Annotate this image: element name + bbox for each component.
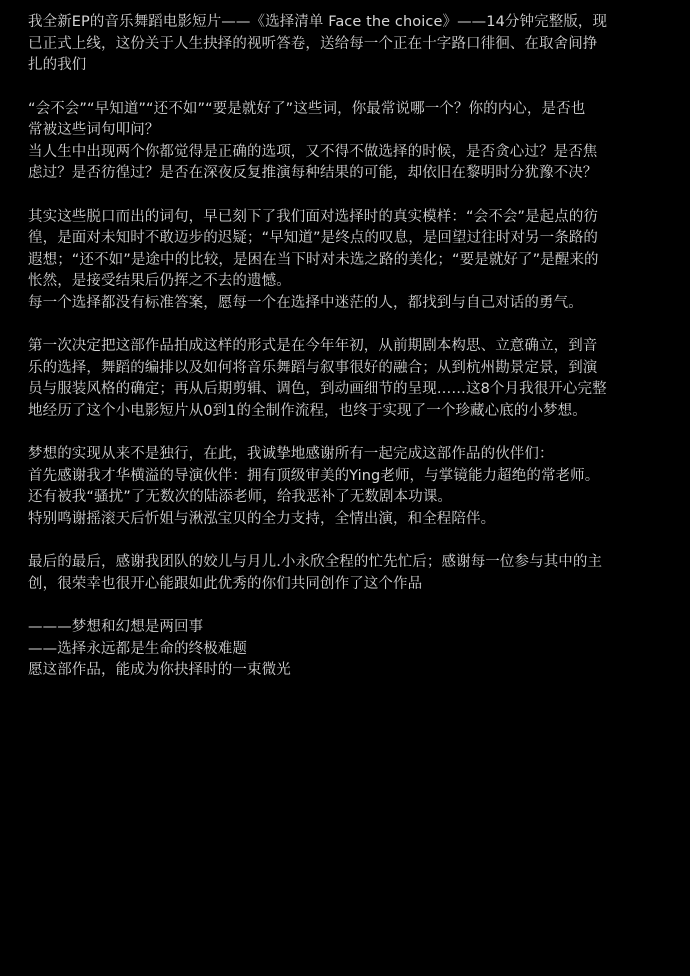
text-line: 员与服装风格的确定；再从后期剪辑、调色，到动画细节的呈现……这8个月我很开心完整	[28, 381, 607, 397]
text-line: 其实这些脱口而出的词句，早已刻下了我们面对选择时的真实模样：“会不会”是起点的彷	[28, 208, 599, 225]
paragraph-reflection	[28, 207, 664, 315]
paragraph-team	[28, 552, 664, 595]
paragraph-spacer	[28, 77, 664, 99]
text-line: 地经历了这个小电影短片从0到1的全制作流程，也终于实现了一个珍藏心底的小梦想。	[28, 402, 587, 419]
paragraph-thanks	[28, 444, 664, 530]
paragraph-closing	[28, 617, 664, 682]
paragraph-spacer	[28, 422, 664, 444]
paragraph-intro	[28, 12, 664, 77]
text-line: 首先感谢我才华横溢的导演伙伴：拥有顶级审美的Ying老师，与掌镜能力超绝的常老师。	[28, 467, 600, 484]
text-line: 徨，是面对未知时不敢迈步的迟疑；“早知道”是终点的叹息，是回望过往时对另一条路的	[28, 230, 599, 246]
text-line: 怅然，是接受结果后仍挥之不去的遗憾。	[28, 273, 291, 289]
text-line: 虑过？是否彷徨过？是否在深夜反复推演每种结果的可能，却依旧在黎明时分犹豫不决？	[28, 165, 598, 181]
text-line: 最后的最后，感谢我团队的姣儿与月儿.小永欣全程的忙先忙后；感谢每一位参与其中的主	[28, 554, 603, 570]
paragraph-spacer	[28, 314, 664, 336]
paragraph-spacer	[28, 185, 664, 207]
text-line: 已正式上线，这份关于人生抉择的视听答卷，送给每一个正在十字路口徘徊、在取舍间挣	[28, 35, 598, 52]
text-line: 遐想；“还不如”是途中的比较，是困在当下时对未选之路的美化；“要是就好了”是醒来的	[28, 251, 599, 268]
paragraph-production	[28, 336, 664, 422]
paragraph-questions	[28, 99, 664, 185]
text-line: 乐的选择，舞蹈的编排以及如何将音乐舞蹈与叙事很好的融合；从到杭州勘景定景，到演	[28, 359, 598, 376]
paragraph-spacer	[28, 595, 664, 617]
text-line: 每一个选择都没有标准答案，愿每一个在选择中迷茫的人，都找到与自己对话的勇气。	[28, 294, 583, 311]
text-line: 我全新EP的音乐舞蹈电影短片——《选择清单 Face the choice》——14分钟完整版，现	[28, 14, 608, 30]
paragraph-spacer	[28, 530, 664, 552]
text-line: 特别鸣谢摇滚天后忻姐与湫泓宝贝的全力支持，全情出演，和全程陪伴。	[28, 510, 496, 527]
text-line: 扎的我们	[28, 57, 87, 73]
text-line: ———梦想和幻想是两回事	[28, 619, 204, 635]
text-line: 第一次决定把这部作品拍成这样的形式是在今年年初，从前期剧本构思、立意确立，到音	[28, 338, 598, 354]
document-body	[28, 12, 664, 682]
text-line: 创，很荣幸也很开心能跟如此优秀的你们共同创作了这个作品	[28, 575, 423, 592]
text-line: ——选择永远都是生命的终极难题	[28, 640, 247, 657]
text-line: 常被这些词句叩问？	[28, 122, 160, 138]
text-line: 愿这部作品，能成为你抉择时的一束微光	[28, 662, 291, 678]
text-line: “会不会”“早知道”“还不如”“要是就好了”这些词，你最常说哪一个？你的内心，是否也	[28, 100, 586, 117]
text-line: 还有被我“骚扰”了无数次的陆添老师，给我恶补了无数剧本功课。	[28, 489, 453, 505]
text-line: 梦想的实现从来不是独行，在此，我诚挚地感谢所有一起完成这部作品的伙伴们：	[28, 446, 554, 462]
text-line: 当人生中出现两个你都觉得是正确的选项，又不得不做选择的时候，是否贪心过？是否焦	[28, 143, 598, 160]
